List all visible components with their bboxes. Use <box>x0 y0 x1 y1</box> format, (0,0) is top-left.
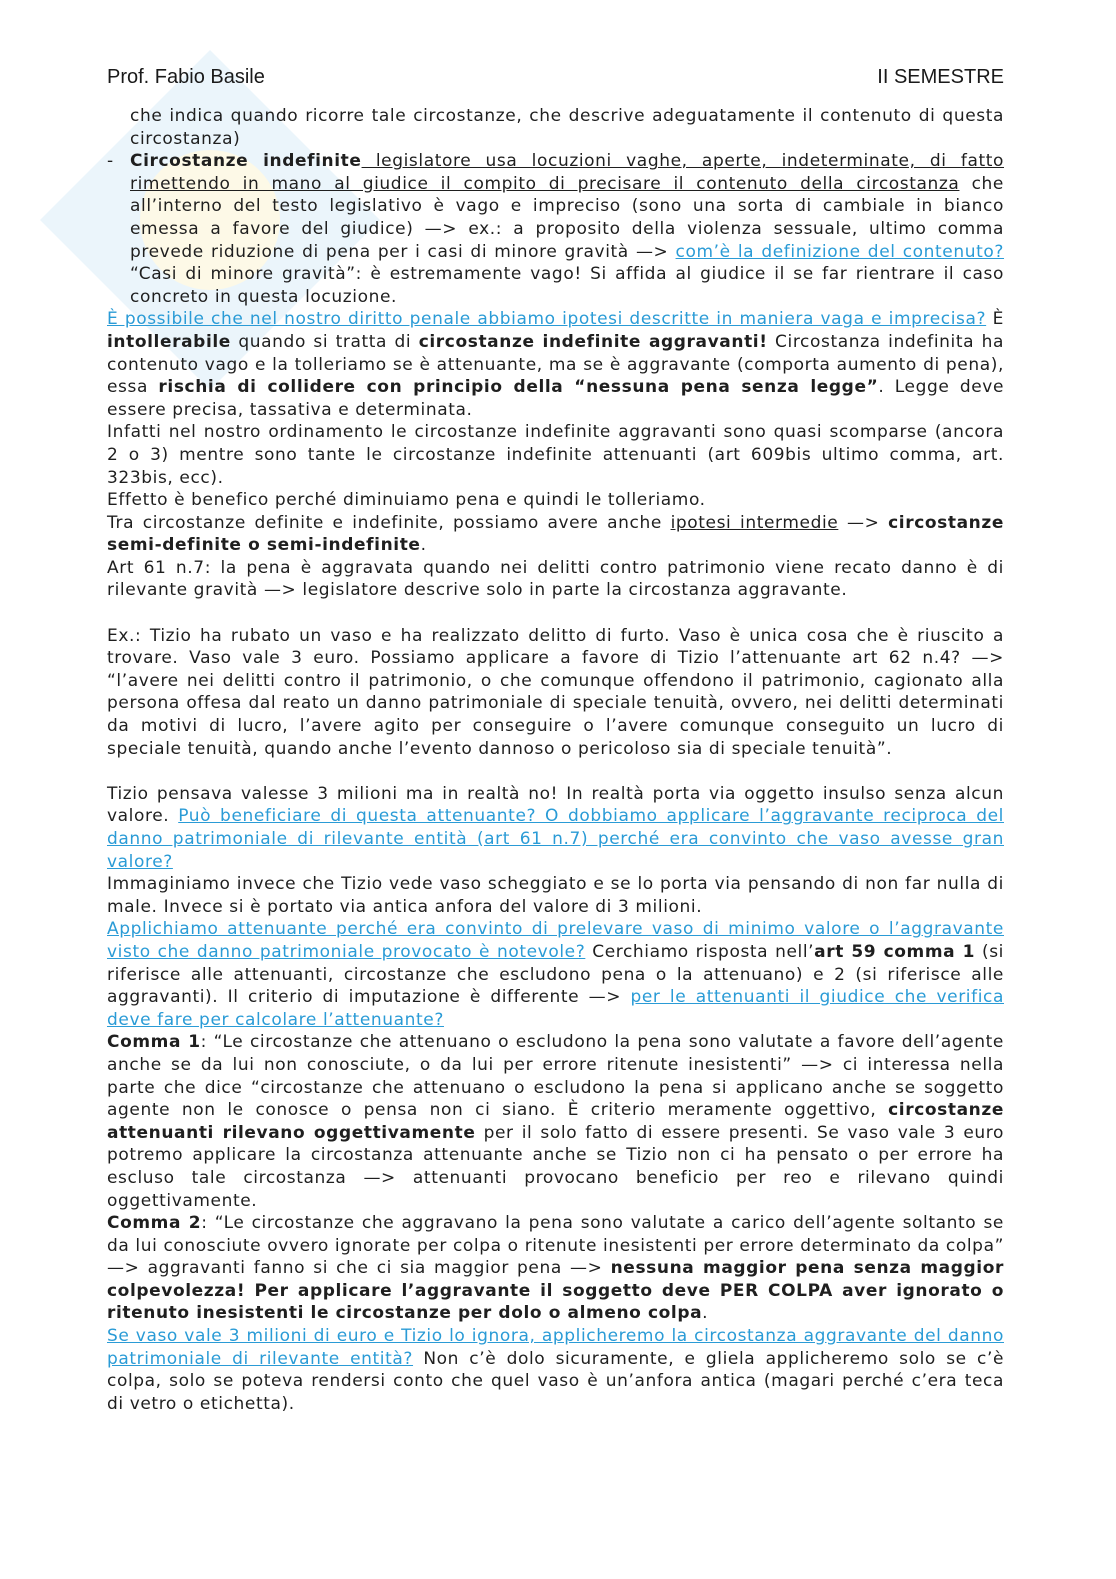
term-circostanze-indefinite: Circostanze indefinite <box>130 151 362 172</box>
paragraph-continuation: che indica quando ricorre tale circostanze, che descrive adeguatamente il contenuto di questa circostanza) <box>130 106 1004 149</box>
paragraph-comma-1: Comma 1: “Le circostanze che attenuano o escludono la pena sono valutate a favore dell’agente anche se da lui non conosciute, o da lui per errore ritenute inesistenti” —> ci interessa nella parte che dice “circostanze che attenuano o escludono la pena si applicano anche se soggetto agente non le conosce o pensa non ci siano. È criterio meramente oggettivo, circostanze attenuanti rilevano oggettivamente per il solo fatto di essere presenti. Se vaso vale 3 euro potremo applicare la circostanza attenuante anche se Tizio non ci ha pensato o per errore ha escluso tale circostanza —> attenuanti provocano beneficio per reo e rilevano quindi oggettivamente. <box>107 1032 1005 1211</box>
bullet-circostanze-indefinite: - Circostanze indefinite legislatore usa locuzioni vaghe, aperte, indeterminate, di fatto rimettendo in mano al giudice il compito di precisare il contenuto della circostanza che all’interno del testo legislativo è vago e impreciso (sono una sorta di cambiale in bianco emessa a favore del giudice) —> ex.: a proposito della violenza sessuale, ultimo comma prevede riduzione di pena per i casi di minore gravità —> com’è la definizione del contenuto? “Casi di minore gravità”: è estremamente vago! Si affida al giudice il se far rientrare il caso concreto in questa locuzione. <box>107 151 1005 307</box>
question-link: Se vaso vale 3 milioni di euro e Tizio lo ignora, applicheremo la circostanza aggravante del danno patrimoniale di rilevante entità? <box>107 1326 1004 1369</box>
question-link: com’è la definizione del contenuto? <box>675 241 1005 262</box>
paragraph-immaginiamo: Immaginiamo invece che Tizio vede vaso scheggiato e se lo porta via pensando di non far nulla di male. Invece si è portato via antica anfora del valore di 3 milioni. <box>107 874 1004 917</box>
paragraph-example: Ex.: Tizio ha rubato un vaso e ha realizzato delitto di furto. Vaso è unica cosa che è riuscito a trovare. Vaso vale 3 euro. Possiamo applicare a favore di Tizio l’attenuante art 62 n.4? —> “l’avere nei delitti contro il patrimonio, o che comunque offendono il patrimonio, cagionato alla persona offesa dal reato un danno patrimoniale di speciale tenuità, ovvero, nei delitti determinati da motivi di lucro, l’avere agito per conseguire o l’avere comunque conseguito un lucro di speciale tenuità, quando anche l’evento dannoso o pericoloso sia di speciale tenuità”. <box>107 625 1004 759</box>
paragraph-comma-2: Comma 2: “Le circostanze che aggravano la pena sono valutate a carico dell’agente soltanto se da lui conosciute ovvero ignorate per colpa o ritenute inesistenti per errore determinato da colpa” —> aggravanti fanno si che ci sia maggior pena —> nessuna maggior pena senza maggior colpevolezza! Per applicare l’aggravante il soggetto deve PER COLPA aver ignorato o ritenuto inesistenti le circostanze per dolo o almeno colpa. <box>107 1213 1004 1324</box>
bullet-marker: - <box>107 151 114 172</box>
paragraph-intollerabile: È possibile che nel nostro diritto penale abbiamo ipotesi descritte in maniera vaga e imprecisa? È intollerabile quando si tratta di circostanze indefinite aggravanti! Circostanza indefinita ha contenuto vago e la tolleriamo se è attenuante, ma se è aggravante (comporta aumento di pena), essa rischia di collidere con principio della “nessuna pena senza legge”. Legge deve essere precisa, tassativa e determinata. <box>107 309 1005 420</box>
paragraph-tizio-pensava: Tizio pensava valesse 3 milioni ma in realtà no! In realtà porta via oggetto insulso senza alcun valore. Può beneficiare di questa attenuante? O dobbiamo applicare l’aggravante reciproca del danno patrimoniale di rilevante entità (art 61 n.7) perché era convinto che vaso avesse gran valore? <box>107 783 1004 872</box>
question-link: Può beneficiare di questa attenuante? O dobbiamo applicare l’aggravante reciproca del danno patrimoniale di rilevante entità (art 61 n.7) perché era convinto che vaso avesse gran valore? <box>107 806 1004 872</box>
question-link: per le attenuanti il giudice che verifica deve fare per calcolare l’attenuante? <box>107 987 1004 1030</box>
paragraph-conclusion: Se vaso vale 3 milioni di euro e Tizio lo ignora, applicheremo la circostanza aggravante del danno patrimoniale di rilevante entità? Non c’è dolo sicuramente, e gliela applicheremo solo se c’è colpa, solo se poteva rendersi conto che quel vaso è un’anfora antica (magari perché c’era teca di vetro o etichetta). <box>107 1326 1005 1414</box>
spacer <box>107 760 1004 783</box>
header-author: Prof. Fabio Basile <box>107 66 265 88</box>
paragraph-art61: Art 61 n.7: la pena è aggravata quando nei delitti contro patrimonio viene recato danno è di rilevante gravità —> legislatore descrive solo in parte la circostanza aggravante. <box>107 557 1004 601</box>
paragraph-art59: Applichiamo attenuante perché era convinto di prelevare vaso di minimo valore o l’aggravante visto che danno patrimoniale provocato è notevole? Cerchiamo risposta nell’art 59 comma 1 (si riferisce alle attenuanti, circostanze che escludono pena o la attenuano) e 2 (si riferisce alle aggravanti). Il criterio di imputazione è differente —> per le attenuanti il giudice che verifica deve fare per calcolare l’attenuante? <box>107 919 1004 1030</box>
paragraph-ipotesi-intermedie: Tra circostanze definite e indefinite, possiamo avere anche ipotesi intermedie —> circostanze semi-definite o semi-indefinite. <box>107 512 1004 556</box>
spacer <box>107 602 1004 625</box>
question-link: Applichiamo attenuante perché era convinto di prelevare vaso di minimo valore o l’aggravante visto che danno patrimoniale provocato è notevole? <box>107 919 1004 962</box>
header-semester: II SEMESTRE <box>877 66 1004 88</box>
paragraph-effetto: Effetto è benefico perché diminuiamo pena e quindi le tolleriamo. <box>107 490 706 511</box>
page-header <box>107 66 1004 96</box>
document-body <box>107 105 1004 1415</box>
question-link: È possibile che nel nostro diritto penale abbiamo ipotesi descritte in maniera vaga e imprecisa? <box>107 309 987 330</box>
paragraph-ordinamento: Infatti nel nostro ordinamento le circostanze indefinite aggravanti sono quasi scomparse (ancora 2 o 3) mentre sono tante le circostanze indefinite attenuanti (art 609bis ultimo comma, art. 323bis, ecc). <box>107 422 1004 488</box>
